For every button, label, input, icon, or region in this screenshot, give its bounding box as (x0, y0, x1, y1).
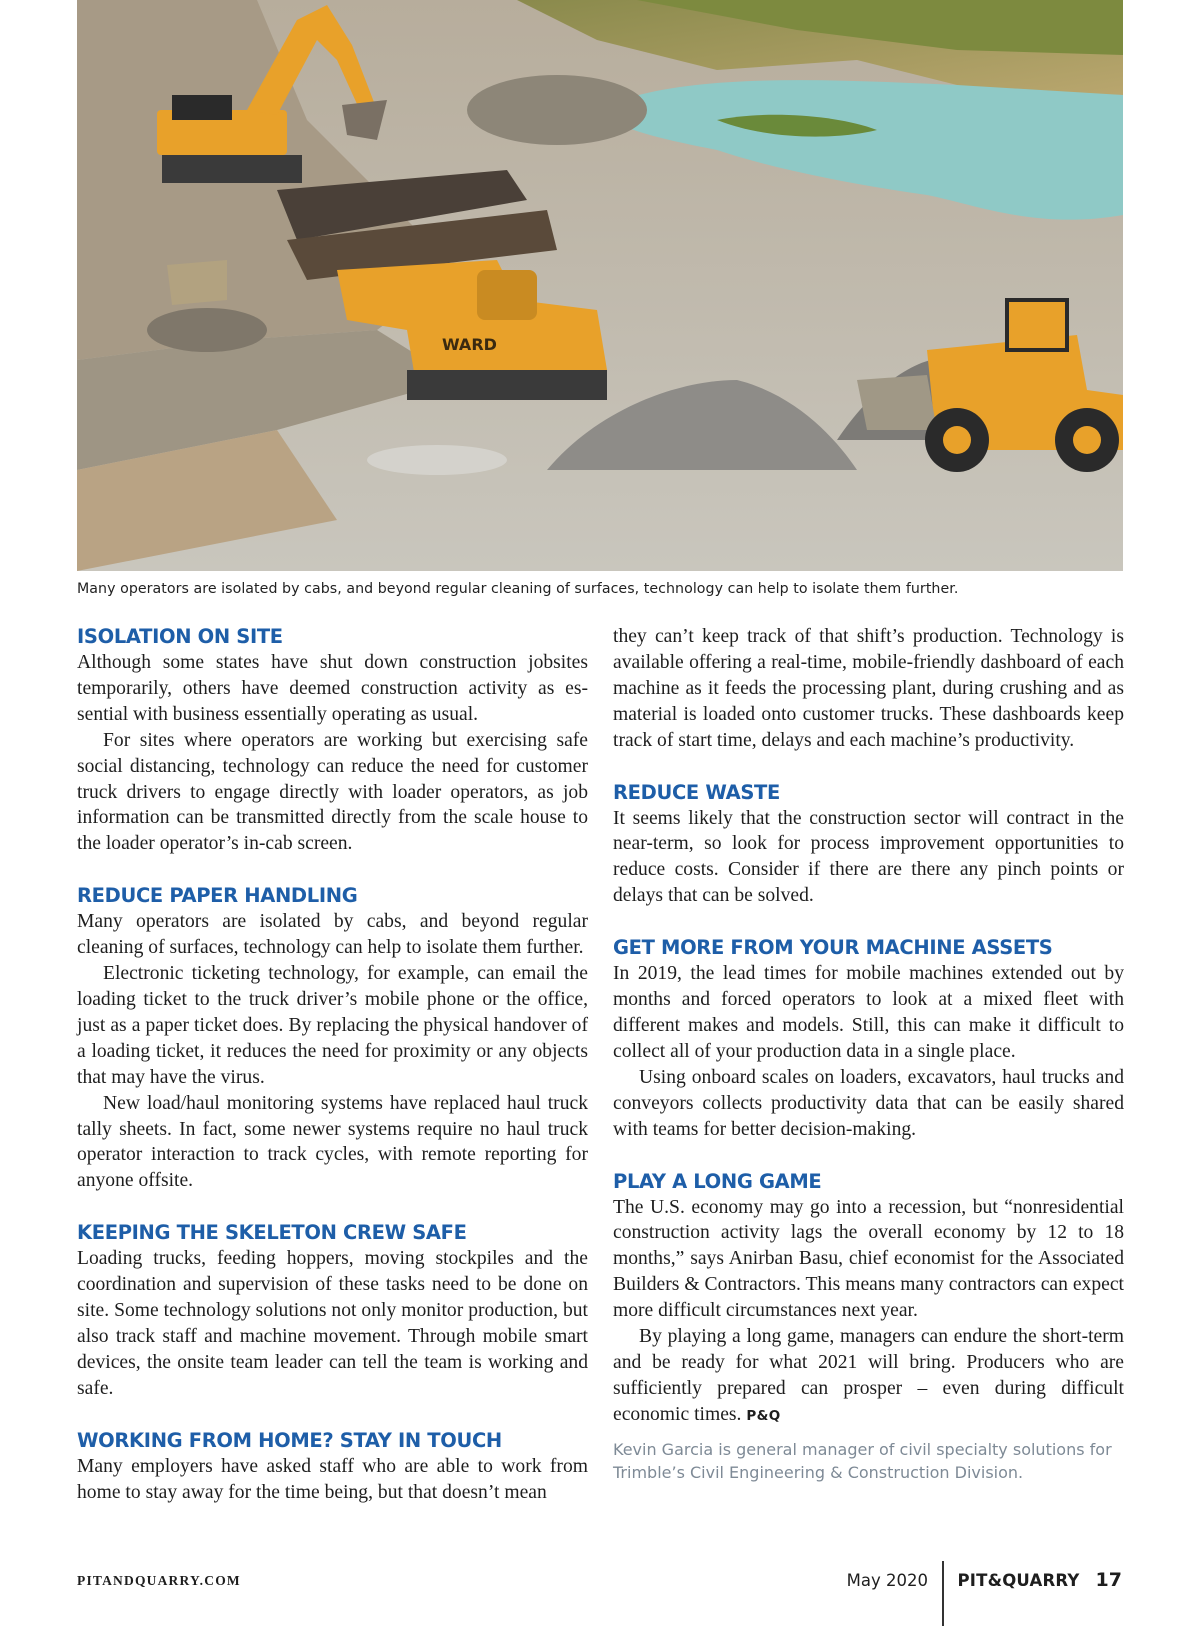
paragraph: Many operators are isolated by cabs, and beyond regular cleaning of surfaces, technology can help to isolate them further. (77, 911, 588, 959)
quarry-photo (77, 0, 1123, 571)
magazine-brand: PIT&QUARRY (957, 1570, 1080, 1590)
paragraph: Loading trucks, feeding hoppers, moving stockpiles and the coordination and supervision of these tasks need to be done on site. Some technology solutions not only monitor production, but also track staff and machine movement. Through mobile smart devices, the onsite team leader can tell the team is working and safe. (77, 1248, 588, 1399)
section-heading: ISOLATION ON SITE (77, 625, 283, 648)
footer-site-link[interactable]: PITANDQUARRY.COM (77, 1573, 241, 1588)
last-paragraph (613, 1324, 1124, 1430)
author-bio: Kevin Garcia is general manager of civil specialty solutions for Trimble’s Civil Engineering & Construction Division. (613, 1439, 1112, 1482)
page-number: 17 (1095, 1569, 1122, 1591)
paragraph: they can’t keep track of that shift’s production. Technology is available offering a real-time, mobile-friendly dashboard of each machine as it feeds the processing plant, during crushing and as material is loaded onto customer trucks. These dashboards keep track of start time, delays and each machine’s productivity. (613, 626, 1124, 751)
machine-brand-label: WARD (442, 335, 497, 354)
section-working-from-home (77, 1428, 588, 1506)
paragraph: In 2019, the lead times for mobile machines extended out by months and forced operators to look at a mixed fleet with different makes and models. Still, this can make it difficult to collect all of your production data in a single place. (613, 963, 1124, 1062)
section-heading: GET MORE FROM YOUR MACHINE ASSETS (613, 936, 1053, 960)
section-heading: PLAY A LONG GAME (613, 1169, 822, 1193)
quarry-illustration (77, 0, 1123, 571)
photo-caption: Many operators are isolated by cabs, and beyond regular cleaning of surfaces, technology can help to isolate them further. (77, 581, 959, 597)
section-heading: REDUCE WASTE (613, 780, 780, 804)
paragraph: It seems likely that the construction sector will contract in the near-term, so look for process improvement opportunities to reduce costs. Consider if there are there any pinch points or delays that can be solved. (613, 807, 1124, 907)
footer-folio (847, 1560, 1122, 1600)
paragraph: For sites where operators are working but exercising safe social distancing, technology can reduce the need for customer truck drivers to engage directly with loader operators, as job information can be transmitted directly from the scale house to the loader operator’s in-cab screen. (77, 729, 588, 855)
paragraph: Using onboard scales on loaders, excavators, haul trucks and conveyors collects productivity data that can be easily shared with teams for better decision-making. (613, 1066, 1124, 1140)
paragraph: Although some states have shut down construction jobsites temporarily, others have deemed construction activity as essential with business essentially operating as usual. (77, 652, 588, 725)
section-machine-assets (613, 935, 1124, 1142)
end-mark: P&Q (746, 1407, 781, 1424)
section-skeleton-crew (77, 1220, 588, 1401)
section-working-from-home-continued (613, 624, 1124, 754)
section-long-game (613, 1169, 1124, 1484)
section-reduce-paper-handling (77, 883, 588, 1194)
issue-date: May 2020 (846, 1570, 929, 1590)
section-heading: WORKING FROM HOME? STAY IN TOUCH (77, 1428, 502, 1452)
section-isolation-on-site (77, 624, 588, 857)
section-reduce-waste (613, 780, 1124, 910)
paragraph: Many employers have asked staff who are able to work from home to stay away for the time being, but that doesn’t mean (77, 1455, 588, 1503)
spare-bucket (167, 260, 227, 305)
article-left-column (77, 624, 588, 1531)
article-right-column (613, 624, 1124, 1510)
paragraph: New load/haul monitoring systems have replaced haul truck tally sheets. In fact, some newer systems require no haul truck operator interaction to track cycles, with remote reporting for anyone offsite. (77, 1092, 588, 1192)
section-heading: KEEPING THE SKELETON CREW SAFE (77, 1221, 467, 1245)
paragraph: Electronic ticketing technology, for example, can email the loading ticket to the truck driver’s mobile phone or the office, just as a paper ticket does. By replacing the physical handover of a loading ticket, it reduces the need for proximity or any objects that may have the virus. (77, 963, 588, 1088)
section-heading: REDUCE PAPER HANDLING (77, 884, 358, 908)
paragraph: The U.S. economy may go into a recession, but “nonresidential construction activity lags the overall economy by 12 to 18 months,” says Anirban Basu, chief economist for the Associated Builders & Contractors. This means many contractors can expect more difficult circumstances next year. (613, 1196, 1124, 1322)
paragraph-text: By playing a long game, managers can endure the short-term and be ready for what 2021 will bring. Producers who are sufficiently prepared can prosper – even during difficult economic times. (613, 1326, 1124, 1425)
